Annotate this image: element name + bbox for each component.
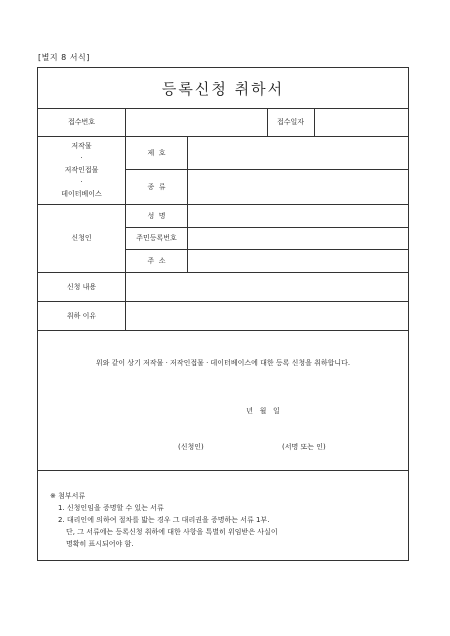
- work-label-line: 데이터베이스: [61, 190, 102, 198]
- applicant-name-field[interactable]: [188, 204, 408, 227]
- applicant-signature-label: (신청인): [178, 443, 204, 451]
- receipt-date-field[interactable]: [315, 108, 408, 136]
- attachment-note: 단, 그 서류에는 등록신청 취하에 대한 사항을 특별히 위임받은 사실이: [66, 528, 278, 536]
- row-divider: [38, 330, 408, 331]
- applicant-address-label: 주 소: [147, 256, 166, 265]
- receipt-number-field[interactable]: [126, 108, 267, 136]
- attachments-header: ※ 첨부서류: [50, 492, 86, 500]
- work-type-label-2: 종 류: [147, 182, 166, 191]
- applicant-label: 신청인: [71, 234, 92, 242]
- applicant-address-field[interactable]: [188, 249, 408, 272]
- receipt-date-label: 접수일자: [276, 118, 305, 126]
- work-label-line: ·: [80, 178, 83, 186]
- withdrawal-form: [37, 67, 409, 561]
- applicant-name-label: 성 명: [147, 211, 166, 220]
- work-type-field[interactable]: [188, 169, 408, 204]
- work-type-label: [38, 136, 125, 204]
- receipt-number-label: 접수번호: [67, 118, 96, 126]
- title-row: [38, 68, 408, 109]
- request-content-field[interactable]: [126, 272, 408, 301]
- sign-or-seal-label: (서명 또는 인): [282, 443, 326, 451]
- work-label-line: ·: [80, 154, 83, 162]
- row-divider: [38, 470, 408, 471]
- attachment-item: 2. 대리인에 의하여 절차를 밟는 경우 그 대리권을 증명하는 서류 1부.: [58, 516, 270, 524]
- work-label-line: 저작인접물: [64, 166, 99, 174]
- withdraw-reason-field[interactable]: [126, 301, 408, 330]
- form-title: 등록신청 취하서: [161, 79, 285, 98]
- work-title-label: 제 호: [147, 148, 166, 157]
- attachment-item: 1. 신청인임을 증명할 수 있는 서류: [58, 504, 164, 512]
- form-number-label: [별지 8 서식]: [38, 53, 90, 62]
- work-label-line: 저작물: [71, 142, 92, 150]
- request-content-label: 신청 내용: [66, 282, 97, 291]
- attachment-note: 명확히 표시되어야 함.: [66, 540, 134, 548]
- date-line: 년 월 일: [246, 407, 280, 415]
- applicant-id-field[interactable]: [188, 227, 408, 249]
- withdraw-reason-label: 취하 이유: [66, 311, 97, 320]
- withdrawal-statement: 위와 같이 상기 저작물 · 저작인접물 · 데이터베이스에 대한 등록 신청을 취하합니다.: [95, 359, 351, 367]
- attachments-section: [50, 490, 278, 550]
- work-title-field[interactable]: [188, 136, 408, 169]
- applicant-id-label: 주민등록번호: [136, 234, 177, 242]
